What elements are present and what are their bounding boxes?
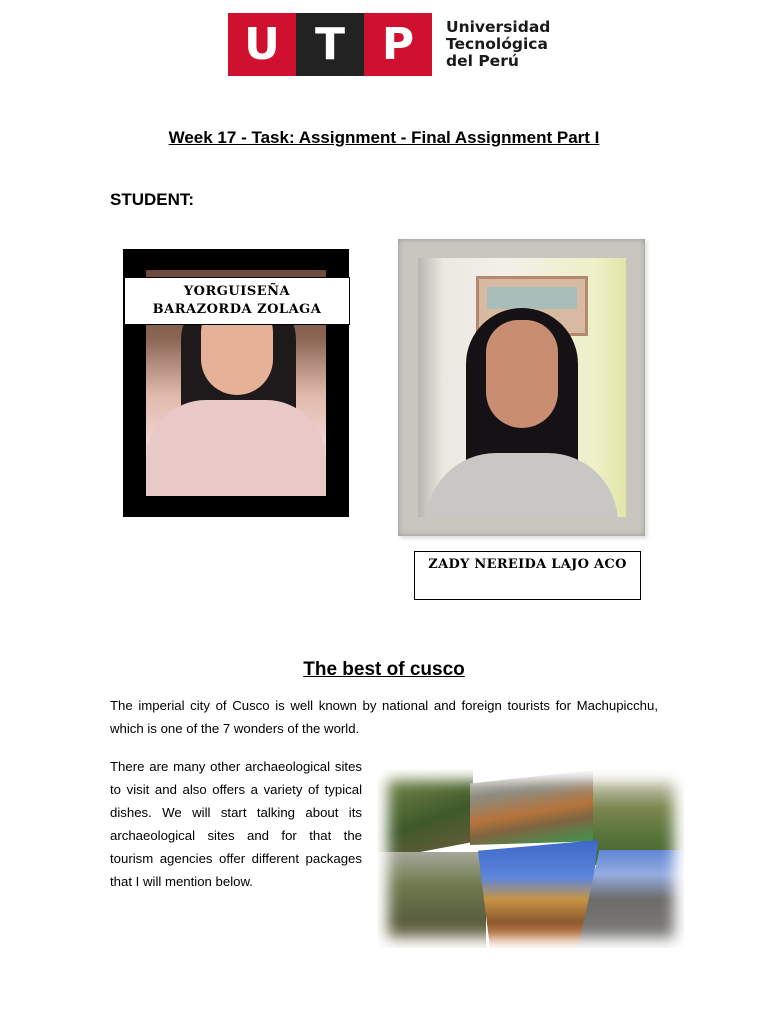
paragraph-1: The imperial city of Cusco is well known by national and foreign tourists for Machupicchu, which is one of the 7 wonders of the world. [110, 698, 658, 736]
student-photo-2 [398, 239, 645, 536]
utp-logo [228, 13, 550, 76]
logo-text-line-2: Tecnológica [446, 35, 548, 53]
student-name-1-box [124, 277, 350, 325]
student-label: STUDENT: [110, 190, 195, 209]
logo-text-line-3: del Perú [446, 52, 519, 70]
logo-text-line-1: Universidad [446, 18, 551, 36]
logo-letter-u: U [228, 13, 296, 76]
cusco-collage-image [378, 770, 684, 948]
paragraph-2: There are many other archaeological sites to visit and also offers a variety of typical dishes. We will start talking about its archaeological sites and for that the tourism agencies offer different packages that I will mention below. [110, 759, 362, 889]
student-name-2-box [414, 551, 641, 600]
logo-text [446, 19, 550, 70]
logo-letter-t: T [296, 13, 364, 76]
section-heading: The best of cusco [303, 659, 465, 680]
student-photo-2-image [418, 258, 626, 517]
student-name-1-line-2: BARAZORDA ZOLAGA [152, 302, 322, 317]
student-name-2: ZADY NEREIDA LAJO ACO [428, 557, 627, 572]
document-title: Week 17 - Task: Assignment - Final Assignment Part I [168, 128, 600, 147]
student-name-1-line-1: YORGUISEÑA [183, 284, 291, 299]
logo-letter-p: P [364, 13, 432, 76]
